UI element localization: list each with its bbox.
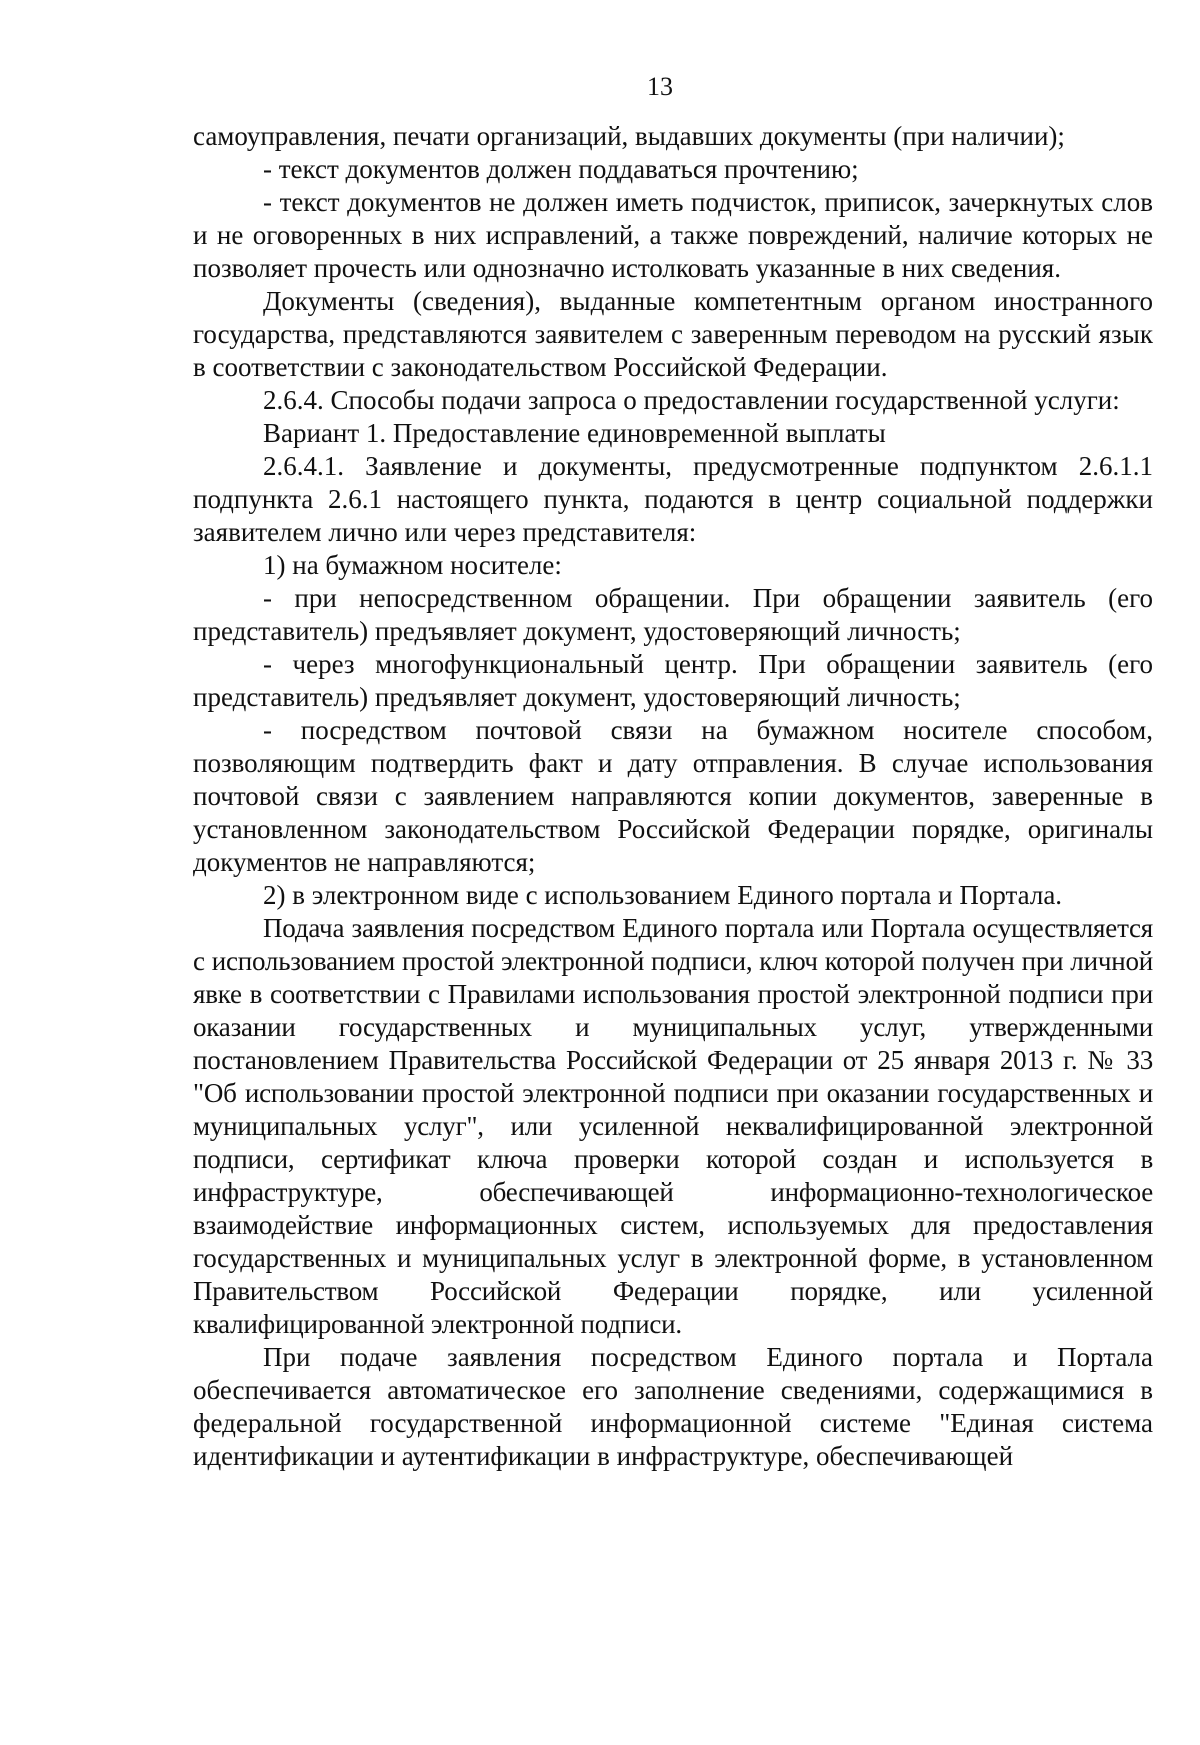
paragraph-9: - при непосредственном обращении. При обращении заявитель (его представитель) предъявляет документ, удостоверяющий личность;: [193, 583, 1153, 646]
paragraph-6: Вариант 1. Предоставление единовременной выплаты: [263, 418, 886, 448]
paragraph-8: 1) на бумажном носителе:: [263, 550, 562, 580]
paragraph-1: самоуправления, печати организаций, выдавших документы (при наличии);: [193, 121, 1065, 151]
document-body: [193, 120, 1153, 1473]
paragraph-13: Подача заявления посредством Единого портала или Портала осуществляется с использованием простой электронной подписи, ключ которой получен при личной явке в соответствии с Правилами использования простой электронной подписи при оказании государственных и муниципальных услуг, утвержденными постановлением Правительства Российской Федерации от 25 января 2013 г. № 33 "Об использовании простой электронной подписи при оказании государственных и муниципальных услуг", или усиленной неквалифицированной электронной подписи, сертификат ключа проверки которой создан и используется в инфраструктуре, обеспечивающей информационно-технологическое взаимодействие информационных систем, используемых для предоставления государственных и муниципальных услуг в электронной форме, в установленном Правительством Российской Федерации порядке, или усиленной квалифицированной электронной подписи.: [193, 913, 1153, 1339]
paragraph-10: - через многофункциональный центр. При обращении заявитель (его представитель) предъявляет документ, удостоверяющий личность;: [193, 649, 1153, 712]
paragraph-12: 2) в электронном виде с использованием Единого портала и Портала.: [263, 880, 1063, 910]
paragraph-14: При подаче заявления посредством Единого портала и Портала обеспечивается автоматическое его заполнение сведениями, содержащимися в федеральной государственной информационной системе "Единая система идентификации и аутентификации в инфраструктуре, обеспечивающей: [193, 1342, 1153, 1471]
paragraph-7: 2.6.4.1. Заявление и документы, предусмотренные подпунктом 2.6.1.1 подпункта 2.6.1 настоящего пункта, подаются в центр социальной поддержки заявителем лично или через представителя:: [193, 451, 1153, 547]
paragraph-4: Документы (сведения), выданные компетентным органом иностранного государства, представляются заявителем с заверенным переводом на русский язык в соответствии с законодательством Российской Федерации.: [193, 286, 1153, 382]
paragraph-5: 2.6.4. Способы подачи запроса о предоставлении государственной услуги:: [263, 385, 1120, 415]
paragraph-2: - текст документов должен поддаваться прочтению;: [263, 154, 859, 184]
page-number: 13: [647, 72, 673, 101]
paragraph-11: - посредством почтовой связи на бумажном носителе способом, позволяющим подтвердить факт и дату отправления. В случае использования почтовой связи с заявлением направляются копии документов, заверенные в установленном законодательством Российской Федерации порядке, оригиналы документов не направляются;: [193, 715, 1153, 877]
paragraph-3: - текст документов не должен иметь подчисток, приписок, зачеркнутых слов и не оговоренных в них исправлений, а также повреждений, наличие которых не позволяет прочесть или однозначно истолковать указанные в них сведения.: [193, 187, 1153, 283]
